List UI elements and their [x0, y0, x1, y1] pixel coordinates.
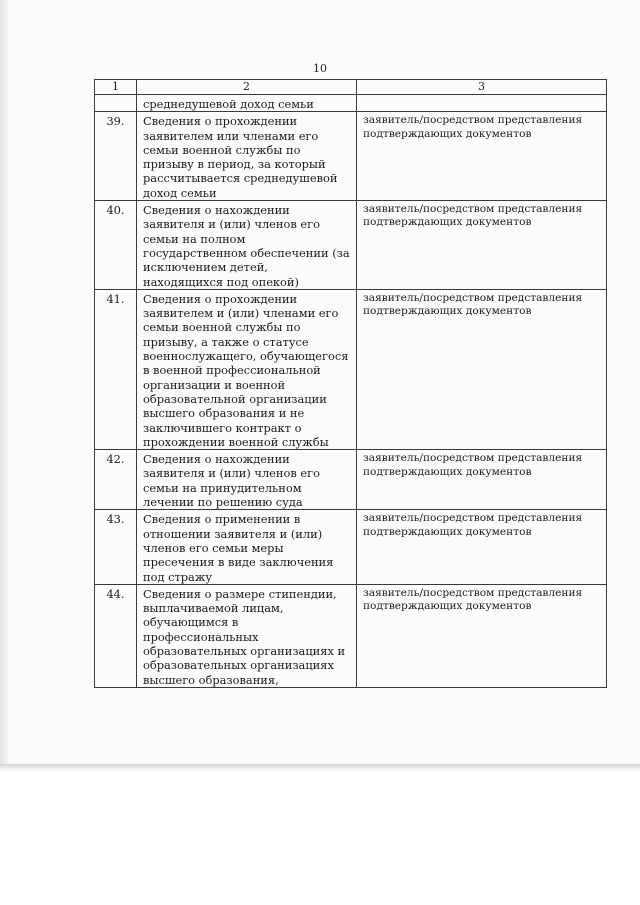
empty-cell: [357, 95, 607, 112]
row-source: заявитель/посредством представления подтверждающих документов: [357, 510, 607, 584]
row-info: Сведения о прохождении заявителем или членами его семьи военной службы по призыву в период, за который рассчитывается среднедушевой доход семьи: [137, 112, 357, 201]
row-number: 44.: [95, 584, 137, 687]
documents-table: [94, 79, 607, 688]
table-row: [95, 584, 607, 687]
row-source: заявитель/посредством представления подтверждающих документов: [357, 112, 607, 201]
table-row: [95, 510, 607, 584]
row-source: заявитель/посредством представления подтверждающих документов: [357, 450, 607, 510]
column-header: 1: [95, 80, 137, 95]
row-number: 41.: [95, 289, 137, 449]
row-info: Сведения о нахождении заявителя и (или) членов его семьи на принудительном лечении по решению суда: [137, 450, 357, 510]
column-header: 3: [357, 80, 607, 95]
column-header: 2: [137, 80, 357, 95]
table-row: [95, 201, 607, 290]
row-number: 43.: [95, 510, 137, 584]
row-number: 39.: [95, 112, 137, 201]
scan-bottom-edge: [0, 764, 640, 772]
table-row: [95, 112, 607, 201]
row-info: Сведения о применении в отношении заявителя и (или) членов его семьи меры пресечения в виде заключения под стражу: [137, 510, 357, 584]
table-row: [95, 450, 607, 510]
continuation-row: [95, 95, 607, 112]
row-source: заявитель/посредством представления подтверждающих документов: [357, 201, 607, 290]
row-info: Сведения о размере стипендии, выплачиваемой лицам, обучающимся в профессиональных образовательных организациях и образовательных организациях высшего образования,: [137, 584, 357, 687]
row-number: 42.: [95, 450, 137, 510]
row-source: заявитель/посредством представления подтверждающих документов: [357, 584, 607, 687]
table-row: [95, 289, 607, 449]
page-number: 10: [313, 62, 327, 75]
scan-shadow: [0, 0, 10, 764]
continuation-text: среднедушевой доход семьи: [137, 95, 357, 112]
row-number: 40.: [95, 201, 137, 290]
table-header-row: [95, 80, 607, 95]
empty-cell: [95, 95, 137, 112]
row-source: заявитель/посредством представления подтверждающих документов: [357, 289, 607, 449]
row-info: Сведения о нахождении заявителя и (или) членов его семьи на полном государственном обеспечении (за исключением детей, находящихся под опекой): [137, 201, 357, 290]
row-info: Сведения о прохождении заявителем и (или) членами его семьи военной службы по призыву, а также о статусе военнослужащего, обучающегося в военной профессиональной организации и военной образовательной организации высшего образования и не заключившего контракт о прохождении военной службы: [137, 289, 357, 449]
